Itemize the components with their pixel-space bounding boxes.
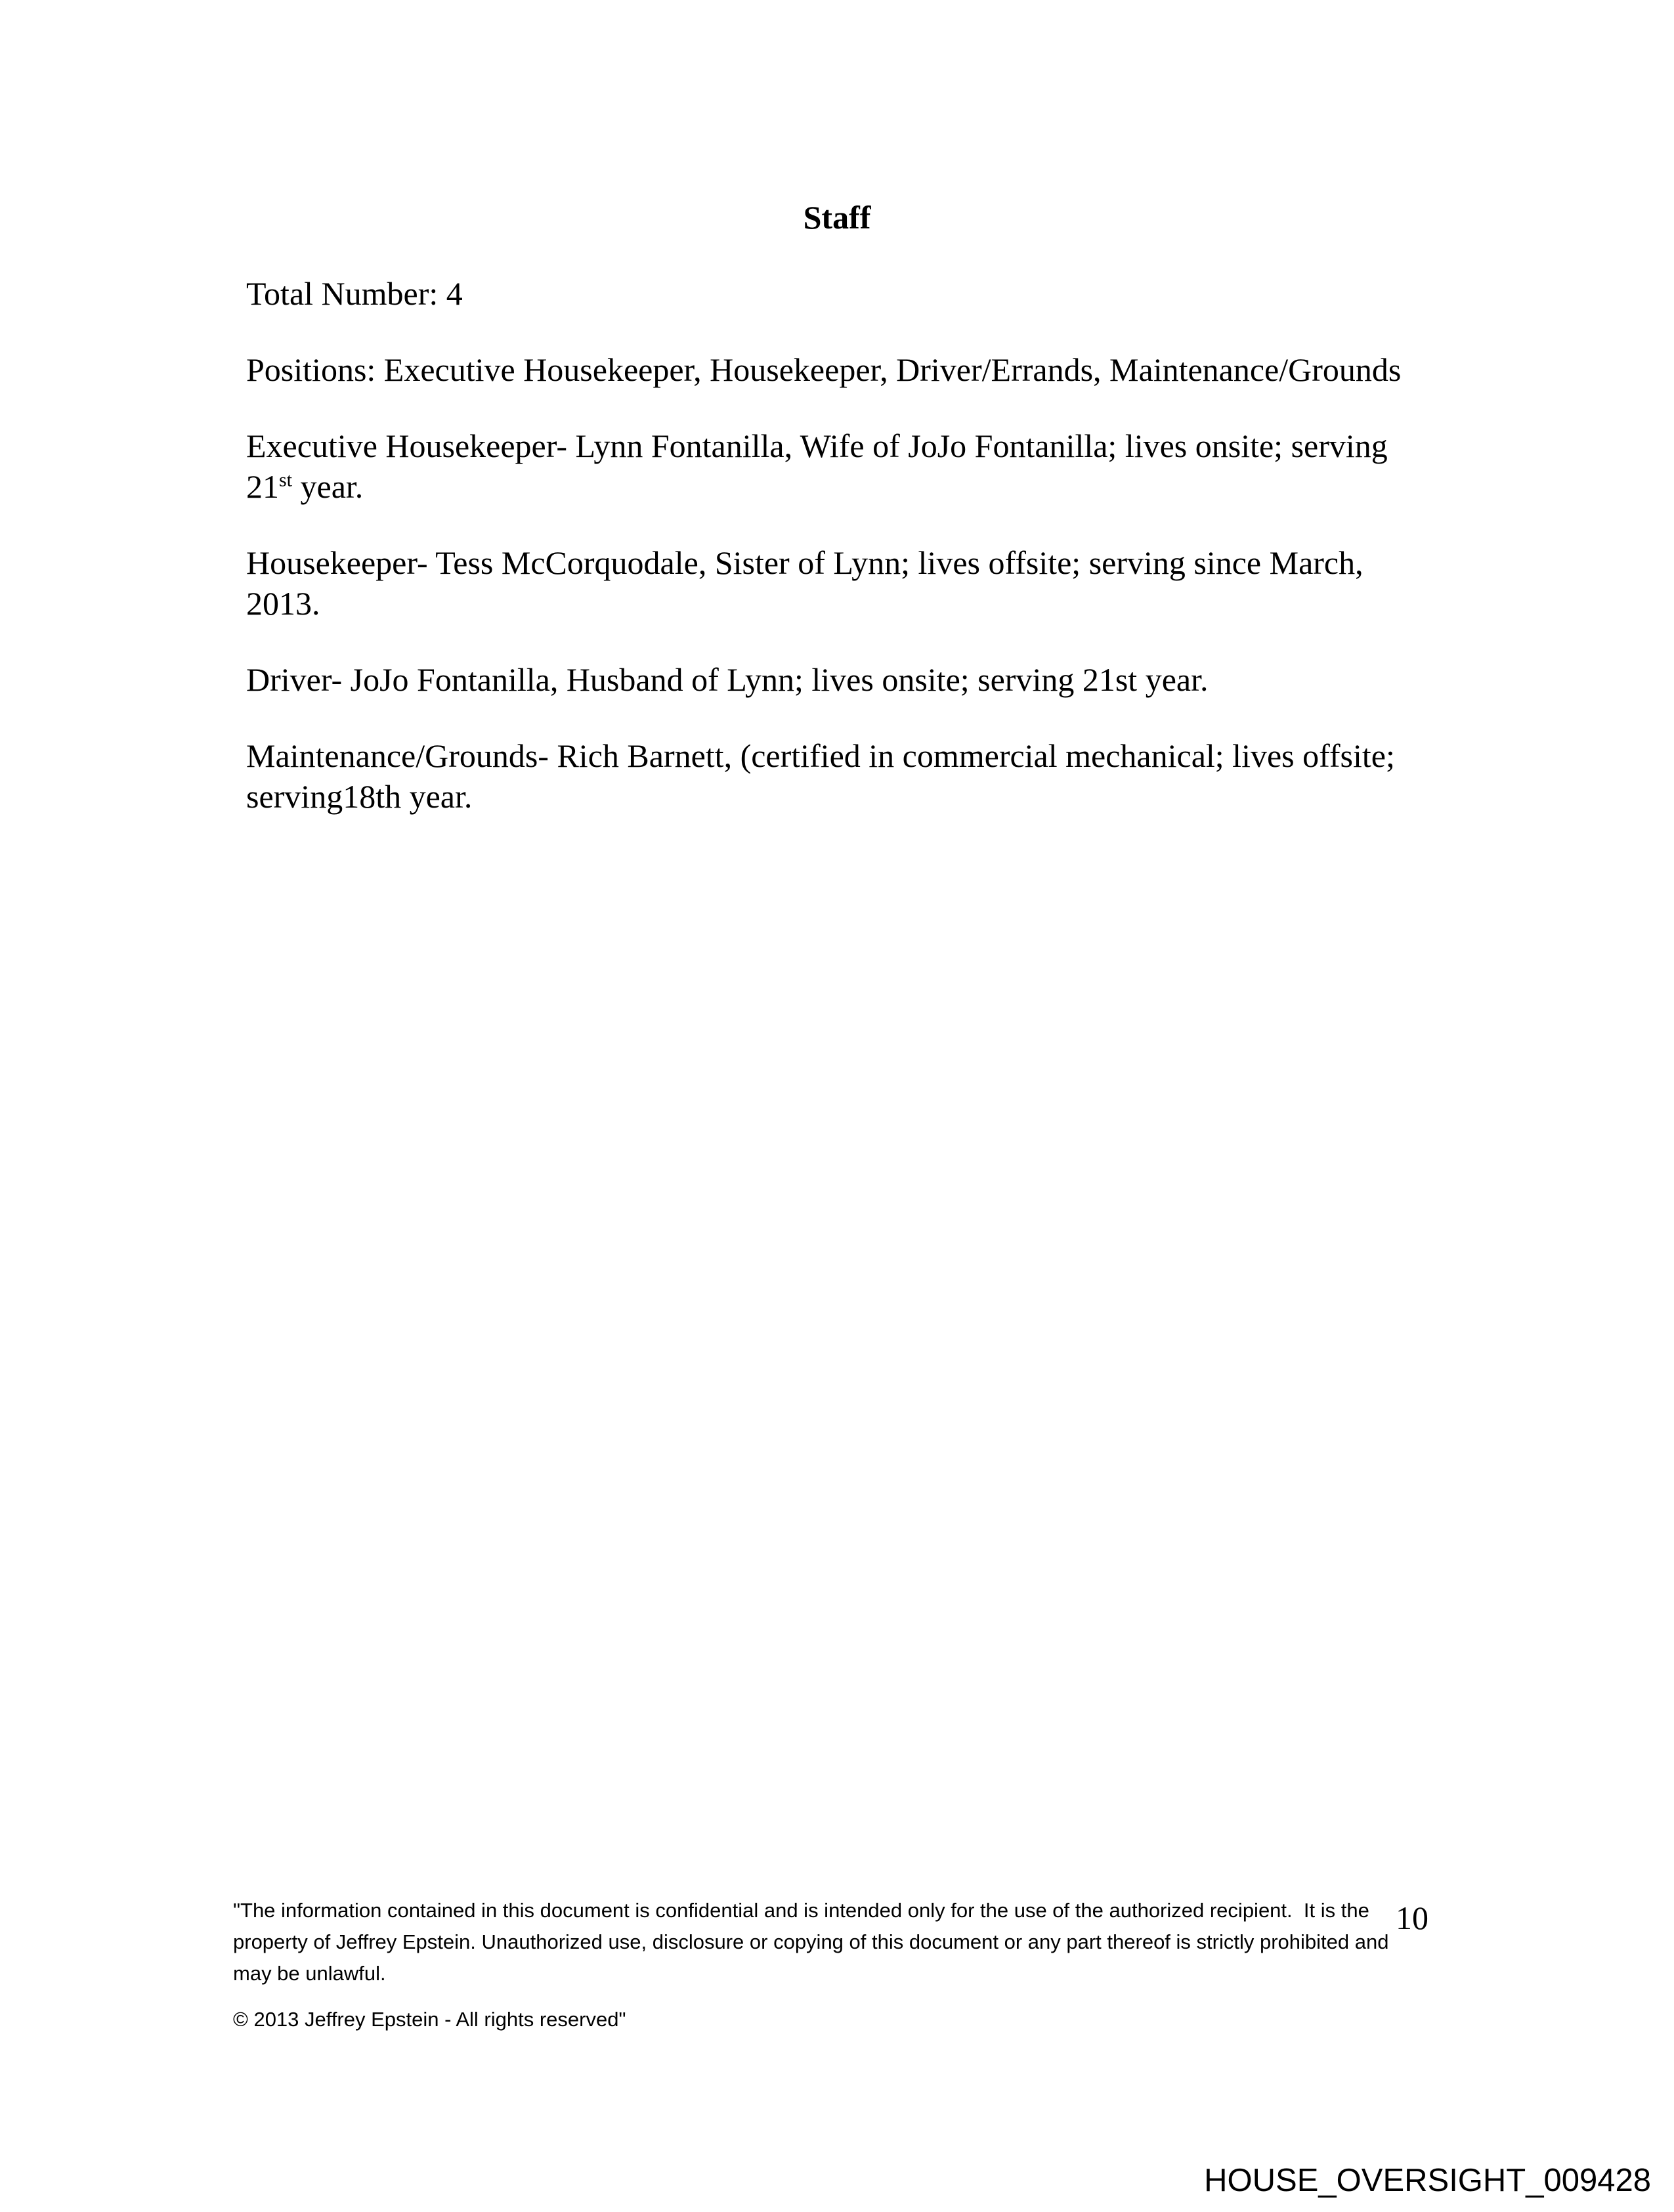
document-body bbox=[246, 197, 1428, 852]
total-number-line: Total Number: 4 bbox=[246, 275, 463, 312]
confidentiality-notice bbox=[233, 1895, 1388, 1989]
maintenance-line1: Maintenance/Grounds- Rich Barnett, (certified in commercial mechanical; lives offsite; bbox=[246, 737, 1395, 774]
driver-paragraph: Driver- JoJo Fontanilla, Husband of Lynn; lives onsite; serving 21st year. bbox=[246, 661, 1209, 698]
confidentiality-line3: may be unlawful. bbox=[233, 1962, 386, 1985]
page-title: Staff bbox=[803, 199, 871, 236]
executive-housekeeper-line2 bbox=[246, 466, 1428, 507]
confidentiality-line1: "The information contained in this document is confidential and is intended only for the use of the authorized recipient. It is the bbox=[233, 1899, 1369, 1922]
executive-housekeeper-line1: Executive Housekeeper- Lynn Fontanilla, Wife of JoJo Fontanilla; lives onsite; serving bbox=[246, 427, 1388, 464]
executive-housekeeper-paragraph bbox=[246, 425, 1428, 507]
bates-number: HOUSE_OVERSIGHT_009428 bbox=[1204, 2163, 1651, 2198]
housekeeper-line2: 2013. bbox=[246, 585, 320, 622]
housekeeper-line1: Housekeeper- Tess McCorquodale, Sister of Lynn; lives offsite; serving since March, bbox=[246, 544, 1363, 581]
serving-year-rest: year. bbox=[292, 468, 364, 505]
page-number: 10 bbox=[1396, 1899, 1428, 1936]
confidentiality-line2: property of Jeffrey Epstein. Unauthorized use, disclosure or copying of this document or any part thereof is strictly prohibited and bbox=[233, 1930, 1389, 1953]
maintenance-line2: serving18th year. bbox=[246, 778, 473, 815]
maintenance-paragraph bbox=[246, 735, 1428, 817]
housekeeper-paragraph bbox=[246, 542, 1428, 624]
copyright-notice: © 2013 Jeffrey Epstein - All rights reserved" bbox=[233, 2008, 626, 2031]
serving-year-number: 21 bbox=[246, 468, 279, 505]
ordinal-superscript: st bbox=[279, 469, 293, 491]
positions-line: Positions: Executive Housekeeper, Housekeeper, Driver/Errands, Maintenance/Grounds bbox=[246, 351, 1402, 388]
